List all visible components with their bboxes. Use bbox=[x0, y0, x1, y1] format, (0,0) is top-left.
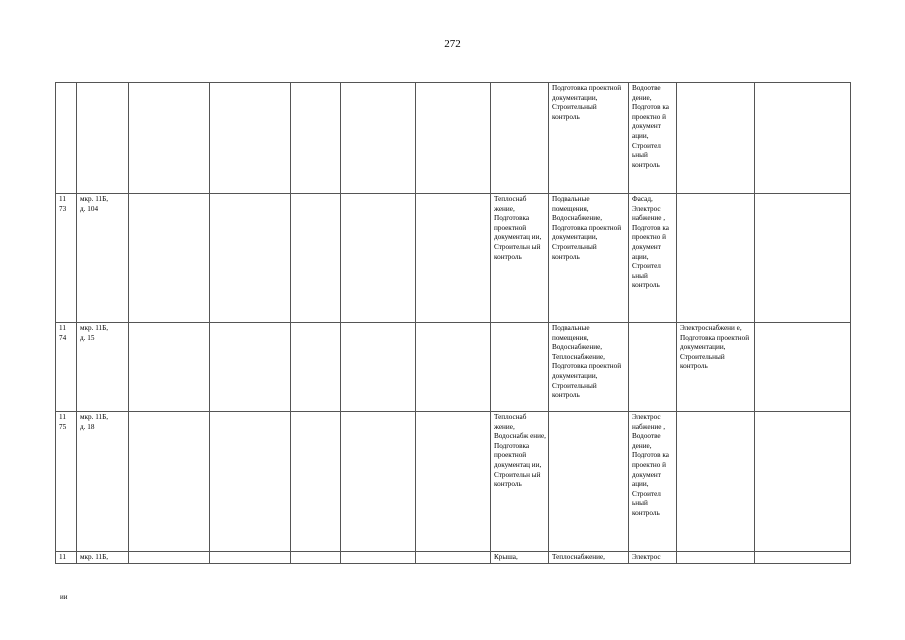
empty-cell bbox=[210, 323, 291, 412]
row-number-cell: 11 74 bbox=[56, 323, 77, 412]
address-cell: мкр. 11Б, д. 15 bbox=[77, 323, 129, 412]
row-number-cell: 11 75 bbox=[56, 412, 77, 552]
works-cell: Теплоснаб жение, Водоснабж ение, Подготовка проектной документац ии, Строительн ый контроль bbox=[491, 412, 549, 552]
empty-cell bbox=[291, 194, 341, 323]
works-cell: Теплоснабжение, bbox=[549, 552, 629, 564]
repair-schedule-table bbox=[55, 82, 851, 564]
empty-cell bbox=[210, 552, 291, 564]
address-cell: мкр. 11Б, д. 104 bbox=[77, 194, 129, 323]
row-number-cell: 11 73 bbox=[56, 194, 77, 323]
table-row bbox=[56, 552, 851, 564]
address-cell: мкр. 11Б, bbox=[77, 552, 129, 564]
empty-cell bbox=[416, 412, 491, 552]
empty-cell bbox=[755, 412, 851, 552]
works-cell: Подготовка проектной документации, Строительный контроль bbox=[549, 83, 629, 194]
empty-cell bbox=[755, 323, 851, 412]
empty-cell bbox=[341, 194, 416, 323]
row-number-cell: 11 bbox=[56, 552, 77, 564]
works-cell: Подвальные помещения, Водоснабжение, Теплоснабжение, Подготовка проектной документации, Строительный контроль bbox=[549, 323, 629, 412]
empty-cell bbox=[416, 83, 491, 194]
works-cell bbox=[491, 83, 549, 194]
works-cell: Электроснабжени е, Подготовка проектной документации, Строительный контроль bbox=[677, 323, 755, 412]
empty-cell bbox=[416, 323, 491, 412]
works-cell bbox=[677, 412, 755, 552]
empty-cell bbox=[341, 552, 416, 564]
address-cell: мкр. 11Б, д. 18 bbox=[77, 412, 129, 552]
empty-cell bbox=[129, 323, 210, 412]
table-row bbox=[56, 83, 851, 194]
empty-cell bbox=[755, 552, 851, 564]
works-cell bbox=[549, 412, 629, 552]
table-row bbox=[56, 323, 851, 412]
works-cell: Фасад, Электрос набжение , Подготов ка проектно й документ ации, Строител ьный контроль bbox=[629, 194, 677, 323]
works-cell: Электрос набжение , Водоотве дение, Подготов ка проектно й документ ации, Строител ьный контроль bbox=[629, 412, 677, 552]
works-cell: Водоотве дение, Подготов ка проектно й документ ации, Строител ьный контроль bbox=[629, 83, 677, 194]
empty-cell bbox=[755, 194, 851, 323]
works-cell bbox=[677, 552, 755, 564]
empty-cell bbox=[129, 83, 210, 194]
address-cell bbox=[77, 83, 129, 194]
empty-cell bbox=[416, 552, 491, 564]
works-cell bbox=[677, 194, 755, 323]
page-number: 272 bbox=[444, 38, 461, 50]
row-number-cell bbox=[56, 83, 77, 194]
empty-cell bbox=[291, 552, 341, 564]
empty-cell bbox=[291, 323, 341, 412]
works-cell: Крыша, bbox=[491, 552, 549, 564]
empty-cell bbox=[291, 412, 341, 552]
empty-cell bbox=[129, 194, 210, 323]
empty-cell bbox=[341, 83, 416, 194]
works-cell: Теплоснаб жение, Подготовка проектной документац ии, Строительн ый контроль bbox=[491, 194, 549, 323]
works-cell bbox=[491, 323, 549, 412]
empty-cell bbox=[210, 194, 291, 323]
table-row bbox=[56, 194, 851, 323]
empty-cell bbox=[341, 412, 416, 552]
empty-cell bbox=[341, 323, 416, 412]
empty-cell bbox=[291, 83, 341, 194]
works-cell: Подвальные помещения, Водоснабжение, Подготовка проектной документации, Строительный контроль bbox=[549, 194, 629, 323]
table-row bbox=[56, 412, 851, 552]
works-cell bbox=[629, 323, 677, 412]
empty-cell bbox=[416, 194, 491, 323]
empty-cell bbox=[210, 412, 291, 552]
empty-cell bbox=[755, 83, 851, 194]
works-cell: Электрос bbox=[629, 552, 677, 564]
empty-cell bbox=[129, 552, 210, 564]
empty-cell bbox=[210, 83, 291, 194]
empty-cell bbox=[129, 412, 210, 552]
footer-mark: ии bbox=[60, 593, 68, 601]
works-cell bbox=[677, 83, 755, 194]
